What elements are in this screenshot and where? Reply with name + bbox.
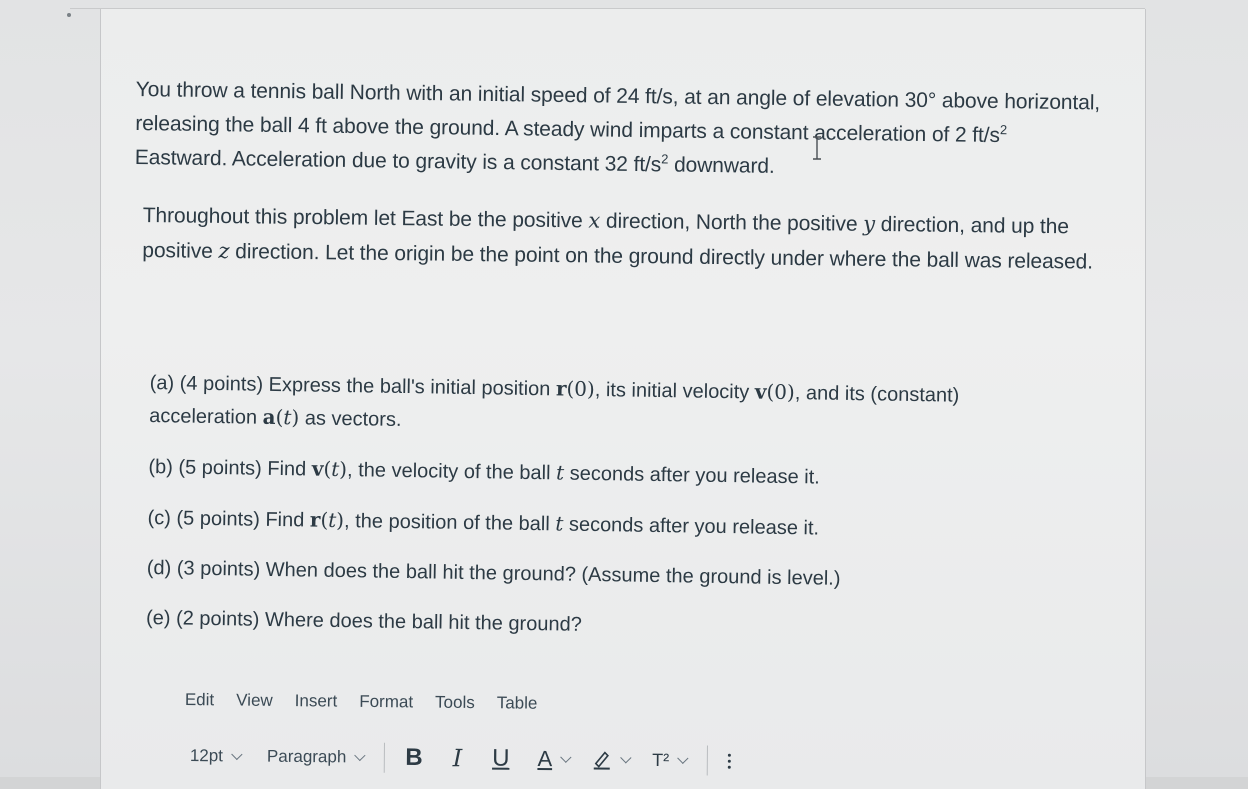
text-cursor-icon [811,136,823,160]
underline-icon: U [492,745,510,773]
font-size-value: 12pt [190,746,223,766]
menu-tools[interactable]: Tools [435,693,475,713]
editor-menubar [185,690,560,714]
toolbar-divider [707,746,708,776]
part-d: (d) (3 points) When does the ball hit the ground? (Assume the ground is level.) [147,552,1047,598]
superscript-icon: T² [652,750,669,771]
chevron-down-icon [621,752,632,763]
menu-edit[interactable]: Edit [185,690,215,710]
toolbar-divider [384,743,385,773]
editor-toolbar [190,740,732,777]
menu-view[interactable]: View [236,691,273,711]
underline-button[interactable] [492,745,510,773]
part-b: (b) (5 points) Find v(t), the velocity of the ball t seconds after you release it. [148,450,1048,497]
italic-button[interactable] [453,744,463,772]
chevron-down-icon [355,749,366,760]
chevron-down-icon [231,748,242,759]
part-a: (a) (4 points) Express the ball's initial position r(0), its initial velocity v(0), and its (constant) acceleration a(t) as vectors. [149,366,1050,446]
more-options-button[interactable] [728,753,731,768]
block-format-select[interactable] [267,747,365,768]
highlight-color-button[interactable] [592,749,630,771]
menu-table[interactable]: Table [497,693,538,713]
part-e: (e) (2 points) Where does the ball hit the ground? [146,602,1046,648]
highlighter-icon [592,749,612,771]
menu-insert[interactable]: Insert [295,691,338,711]
font-size-select[interactable] [190,746,241,766]
italic-icon: I [453,744,463,772]
part-c: (c) (5 points) Find r(t), the position of the ball t seconds after you release it. [147,501,1047,548]
bold-icon: B [405,744,423,772]
more-vertical-icon [728,753,731,768]
corner-mark-icon [66,12,72,18]
superscript-button[interactable] [652,750,687,771]
chevron-down-icon [561,751,572,762]
block-format-value: Paragraph [267,747,347,768]
problem-intro: You throw a tennis ball North with an initial speed of 24 ft/s, at an angle of elevation 30° above horizontal, releasing the ball 4 ft above the ground. A steady wind imparts a constant acceleration of 2 $ft/s^2$ Eastward. Acceleration due to gravity is a constant 32 $ft/s^2$ downward. [135,73,1101,188]
chevron-down-icon [678,752,689,763]
bold-button[interactable] [405,744,423,772]
text-color-icon: A [537,746,552,772]
text-color-button[interactable] [537,746,570,772]
problem-conventions: Throughout this problem let East be the positive x direction, North the positive y direction, and up the positive z direction. Let the origin be the point on the ground directly under where the ball was released. [142,198,1108,280]
question-parts [146,366,1050,666]
menu-format[interactable]: Format [359,692,413,713]
